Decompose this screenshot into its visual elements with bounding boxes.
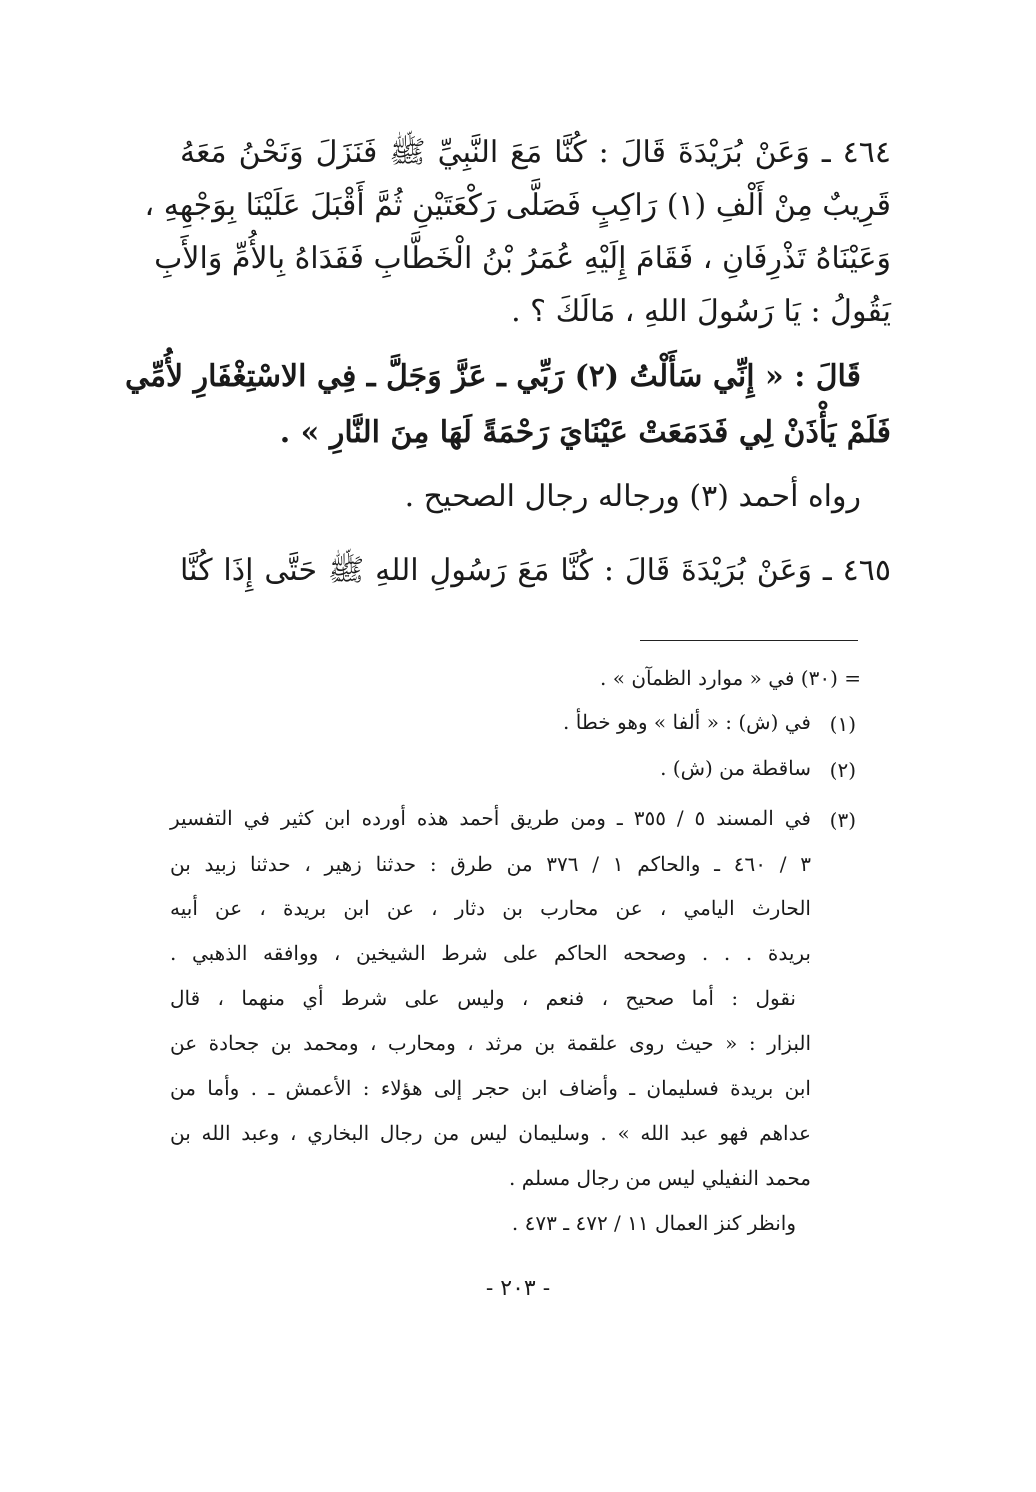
hadith-464-source: رواه أحمد (٣) ورجاله رجال الصحيح . [404, 479, 861, 514]
footnote-3-number: (٣) [829, 808, 856, 832]
footnote-3-line-8: عداهم فهو عبد الله » . وسليمان ليس من رجال البخاري ، وعبد الله بن [170, 1121, 811, 1145]
footnote-3-line-4: بريدة . . . وصححه الحاكم على شرط الشيخين ، ووافقه الذهبي . [170, 941, 811, 965]
footnote-3-line-2: ٣ / ٤٦٠ ـ والحاكم ١ / ٣٧٦ من طرق : حدثنا زهير ، حدثنا زبيد بن [170, 852, 812, 876]
hadith-464-line-1: ٤٦٤ ـ وَعَنْ بُرَيْدَةَ قَالَ : كُنَّا مَعَ النَّبِيِّ ﷺ فَنَزَلَ وَنَحْنُ مَعَهُ [180, 135, 891, 170]
footnote-2-number: (٢) [829, 758, 856, 782]
page-number: - ٢٠٣ - [485, 1276, 551, 1301]
footnote-1-text: في (ش) : « ألفا » وهو خطأ . [563, 710, 811, 734]
hadith-464-line-3: وَعَيْنَاهُ تَذْرِفَانِ ، فَقَامَ إِلَيْهِ عُمَرُ بْنُ الْخَطَّابِ فَفَدَاهُ بِالأُمِّ وَالأَبِ [154, 241, 891, 276]
footnote-3-line-6: البزار : « حيث روى علقمة بن مرثد ، ومحارب ، ومحمد بن جحادة عن [170, 1031, 811, 1055]
hadith-464-line-2: قَرِيبٌ مِنْ أَلْفِ (١) رَاكِبٍ فَصَلَّى رَكْعَتَيْنِ ثُمَّ أَقْبَلَ عَلَيْنَا بِوَجْهِهِ ، [144, 188, 891, 223]
hadith-465-line-1: ٤٦٥ ـ وَعَنْ بُرَيْدَةَ قَالَ : كُنَّا مَعَ رَسُولِ اللهِ ﷺ حَتَّى إِذَا كُنَّا [180, 553, 891, 588]
footnote-3-line-9: محمد النفيلي ليس من رجال مسلم . [508, 1166, 811, 1190]
footnote-3-line-7: ابن بريدة فسليمان ـ وأضاف ابن حجر إلى هؤلاء : الأعمش ـ . وأما من [170, 1076, 811, 1100]
footnote-3-line-3: الحارث اليامي ، عن محارب بن دثار ، عن ابن بريدة ، عن أبيه [170, 896, 811, 920]
hadith-464-line-4: يَقُولُ : يَا رَسُولَ اللهِ ، مَالَكَ ؟ . [511, 294, 891, 329]
hadith-464-quote-line-1: قَالَ : « إِنِّي سَأَلْتُ (٢) رَبِّي ـ عَزَّ وَجَلَّ ـ فِي الاسْتِغْفَارِ لأُمِّي [124, 359, 861, 394]
footnote-continuation: = (٣٠) في « موارد الظمآن » . [600, 666, 861, 690]
footnote-3-line-1: في المسند ٥ / ٣٥٥ ـ ومن طريق أحمد هذه أورده ابن كثير في التفسير [170, 806, 811, 830]
footnote-2-text: ساقطة من (ش) . [660, 756, 811, 780]
footnote-separator [640, 640, 858, 641]
footnote-3-line-10: وانظر كنز العمال ١١ / ٤٧٢ ـ ٤٧٣ . [511, 1211, 796, 1235]
hadith-464-quote-line-2: فَلَمْ يَأْذَنْ لِي فَدَمَعَتْ عَيْنَايَ رَحْمَةً لَهَا مِنَ النَّارِ » . [279, 415, 891, 450]
footnote-1-number: (١) [829, 712, 856, 736]
footnote-3-line-5: نقول : أما صحيح ، فنعم ، وليس على شرط أي منهما ، قال [170, 986, 796, 1010]
